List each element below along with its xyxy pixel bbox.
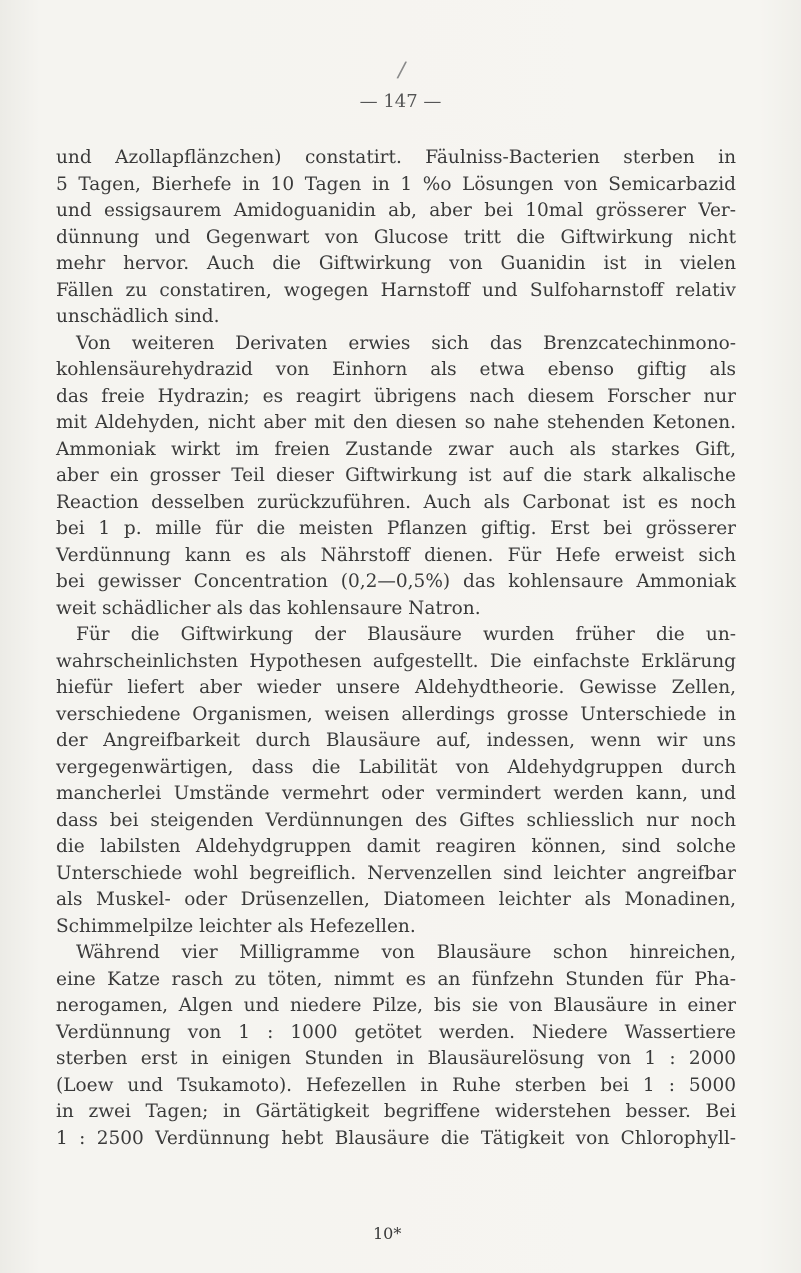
text-line: hiefür liefert aber wieder unsere Aldehydtheorie. Gewisse Zellen,: [56, 677, 736, 698]
pencil-mark: /: [395, 57, 408, 84]
paragraph-4: [56, 940, 736, 1152]
text-line: Verdünnung von 1 : 1000 getötet werden. Niedere Wassertiere: [56, 1021, 736, 1043]
text-line: Verdünnung kann es als Nährstoff dienen. Für Hefe erweist sich: [56, 544, 736, 566]
text-line: Von weiteren Derivaten erwies sich das Brenzcatechinmono-: [76, 332, 736, 354]
text-line: 5 Tagen, Bierhefe in 10 Tagen in 1 %o Lösungen von Semicarbazid: [56, 173, 736, 195]
text-line: mehr hervor. Auch die Giftwirkung von Guanidin ist in vielen: [56, 253, 736, 274]
text-line: bei gewisser Concentration (0,2—0,5%) das kohlensaure Ammoniak: [56, 571, 736, 592]
text-line: eine Katze rasch zu töten, nimmt es an fünfzehn Stunden für Pha-: [56, 968, 736, 990]
text-line: und essigsaurem Amidoguanidin ab, aber bei 10mal grösserer Ver-: [56, 200, 736, 221]
text-line: aber ein grosser Teil dieser Giftwirkung ist auf die stark alkalische: [56, 465, 736, 486]
text-line: Während vier Milligramme von Blausäure schon hinreichen,: [76, 942, 736, 963]
paragraph-3: [56, 622, 736, 940]
text-line: Für die Giftwirkung der Blausäure wurden früher die un-: [76, 624, 736, 645]
text-line: die labilsten Aldehydgruppen damit reagiren können, sind solche: [56, 836, 736, 857]
text-line: der Angreifbarkeit durch Blausäure auf, indessen, wenn wir uns: [56, 730, 736, 751]
text-line: mancherlei Umstände vermehrt oder vermindert werden kann, und: [56, 783, 736, 804]
text-line: als Muskel- oder Drüsenzellen, Diatomeen leichter als Monadinen,: [56, 889, 736, 910]
text-line: bei 1 p. mille für die meisten Pflanzen giftig. Erst bei grösserer: [56, 518, 736, 539]
text-line: vergegenwärtigen, dass die Labilität von Aldehydgruppen durch: [56, 756, 736, 778]
text-line: sterben erst in einigen Stunden in Blausäurelösung von 1 : 2000: [56, 1048, 736, 1069]
text-line: Fällen zu constatiren, wogegen Harnstoff und Sulfoharnstoff relativ: [56, 279, 736, 301]
text-line: und Azollapflänzchen) constatirt. Fäulniss-Bacterien sterben in: [56, 147, 736, 168]
text-line: kohlensäurehydrazid von Einhorn als etwa ebenso giftig als: [56, 359, 736, 380]
text-line: nerogamen, Algen und niedere Pilze, bis sie von Blausäure in einer: [56, 995, 736, 1016]
text-line: 1 : 2500 Verdünnung hebt Blausäure die Tätigkeit von Chlorophyll-: [56, 1127, 736, 1149]
signature-mark: 10*: [373, 1224, 402, 1243]
text-line: Reaction desselben zurückzuführen. Auch als Carbonat ist es noch: [56, 491, 736, 513]
text-line: dünnung und Gegenwart von Glucose tritt die Giftwirkung nicht: [56, 226, 736, 248]
text-line: verschiedene Organismen, weisen allerdings grosse Unterschiede in: [56, 703, 736, 725]
text-line: weit schädlicher als das kohlensaure Natron.: [56, 597, 481, 619]
text-line: mit Aldehyden, nicht aber mit den diesen so nahe stehenden Ketonen.: [56, 412, 736, 433]
text-line: in zwei Tagen; in Gärtätigkeit begriffene widerstehen besser. Bei: [56, 1101, 736, 1122]
paragraph-2: [56, 331, 736, 623]
text-line: Ammoniak wirkt im freien Zustande zwar auch als starkes Gift,: [56, 438, 736, 460]
page-number: — 147 —: [359, 91, 442, 112]
text-line: dass bei steigenden Verdünnungen des Giftes schliesslich nur noch: [56, 809, 736, 831]
text-line: (Loew und Tsukamoto). Hefezellen in Ruhe sterben bei 1 : 5000: [56, 1074, 736, 1096]
text-line: Unterschiede wohl begreiflich. Nervenzellen sind leichter angreifbar: [56, 862, 736, 884]
text-line: wahrscheinlichsten Hypothesen aufgestellt. Die einfachste Erklärung: [56, 650, 736, 672]
text-line: unschädlich sind.: [56, 306, 220, 327]
text-line: das freie Hydrazin; es reagirt übrigens nach diesem Forscher nur: [56, 385, 736, 407]
text-line: Schimmelpilze leichter als Hefezellen.: [56, 915, 416, 937]
paragraph-1: [56, 145, 736, 331]
